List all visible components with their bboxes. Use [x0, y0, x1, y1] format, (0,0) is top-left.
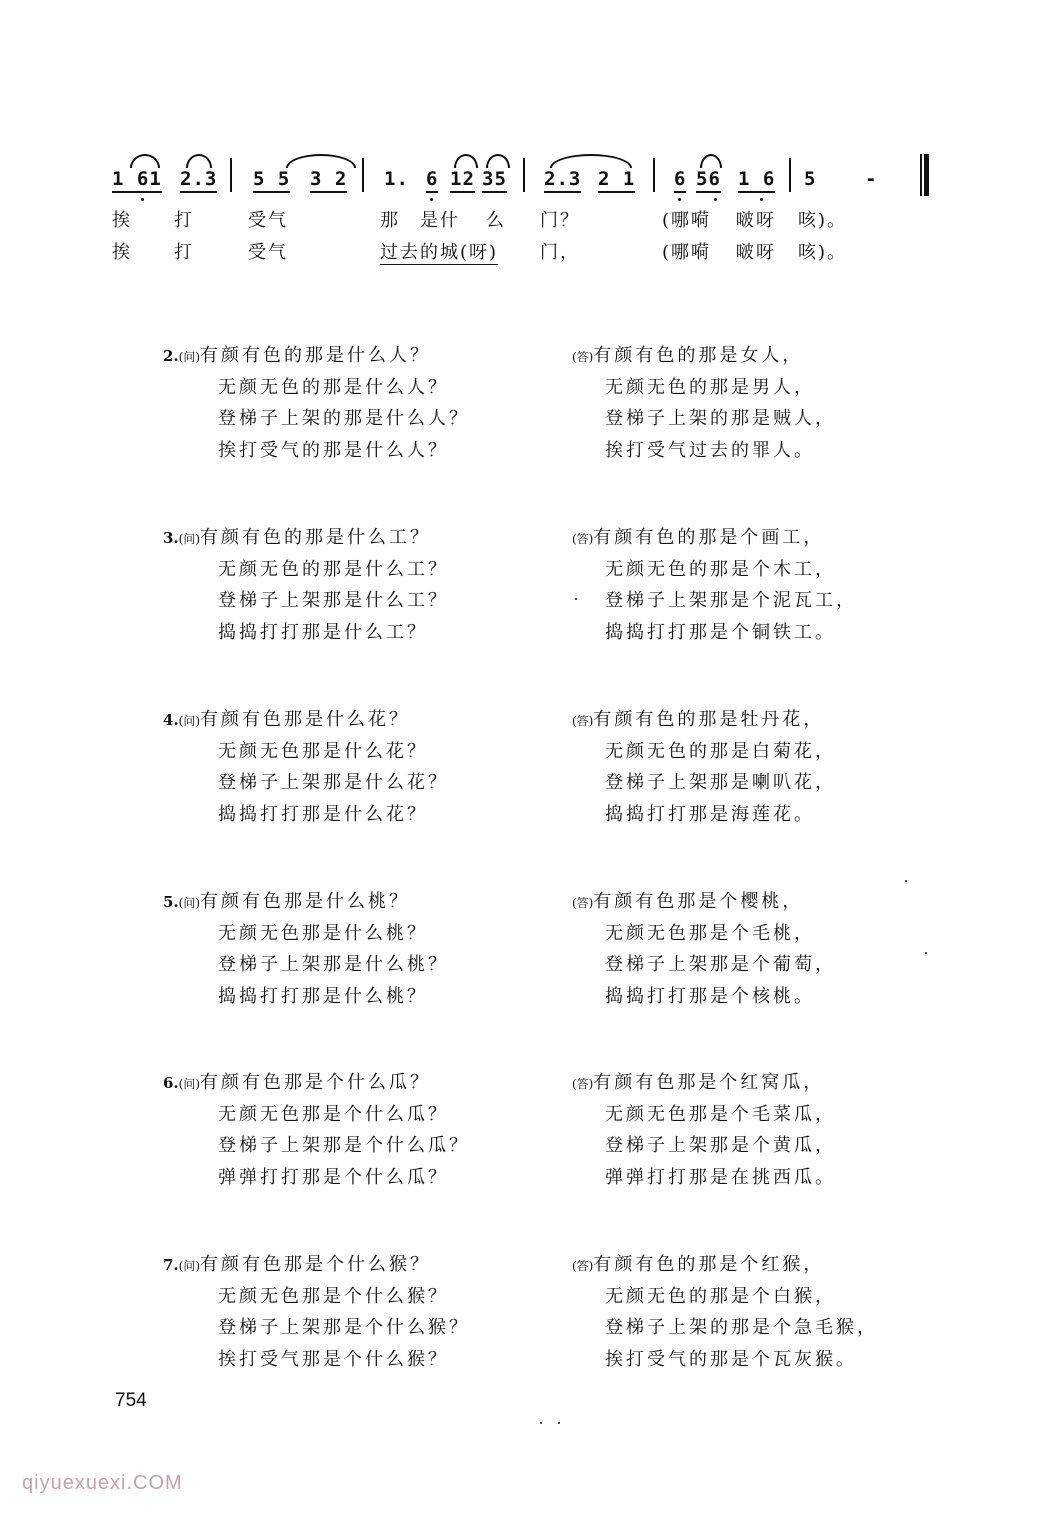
- note-group: 5: [804, 168, 817, 190]
- slur-mark: [550, 154, 632, 168]
- answer-line: [572, 918, 836, 950]
- verse-number: 5.: [163, 893, 179, 911]
- answer-line: [572, 1312, 878, 1344]
- verse-text: 登梯子上架的那是个急毛猴，: [605, 1317, 878, 1338]
- question-line: [163, 1281, 470, 1313]
- lyric: 是什: [420, 210, 460, 231]
- verse-text: 挨打受气的那是个瓦灰猴。: [605, 1348, 857, 1370]
- print-speck: [905, 880, 907, 882]
- question-line: [163, 1344, 470, 1376]
- verse-text: 无颜无色那是什么桃？: [218, 922, 428, 944]
- answer-line: [572, 767, 836, 799]
- verse-text: 弹弹打打那是个什么瓜？: [218, 1166, 449, 1188]
- question-line: [163, 799, 449, 831]
- verse-text: 捣捣打打那是个铜铁工。: [605, 621, 836, 643]
- verse-text: 登梯子上架那是个什么猴？: [218, 1317, 470, 1338]
- verse-text: 登梯子上架那是个泥瓦工，: [605, 590, 857, 611]
- answer-line: [572, 1130, 836, 1162]
- question-mark-label: (问): [178, 896, 201, 910]
- answer-line: [572, 949, 836, 981]
- verse-question-block: [163, 886, 449, 1012]
- verse-question-block: [163, 522, 449, 648]
- question-line: [163, 1249, 470, 1281]
- verse-text: 有颜有色那是个什么瓜？: [200, 1072, 432, 1093]
- question-line: [163, 1067, 470, 1099]
- answer-line: [572, 1344, 878, 1376]
- verse-number: 7.: [163, 1256, 179, 1274]
- question-line: [163, 918, 449, 950]
- verse-text: 捣捣打打那是海莲花。: [605, 803, 815, 825]
- verse-text: 登梯子上架那是什么工？: [218, 590, 449, 611]
- question-mark-label: (问): [178, 1259, 201, 1273]
- note-group: 2.3: [180, 168, 218, 190]
- low-octave-dot: [430, 198, 433, 201]
- answer-mark-label: (答): [572, 896, 594, 910]
- low-octave-dot: [678, 198, 681, 201]
- question-line: [163, 1312, 470, 1344]
- answer-line: [572, 585, 857, 617]
- verse-answer-block: [572, 886, 836, 1012]
- lyric: (哪嗬: [662, 210, 712, 231]
- bar-line: [653, 158, 655, 192]
- verse-text: 无颜无色那是什么花？: [218, 740, 428, 762]
- verse-text: 有颜有色的那是什么人？: [200, 345, 432, 366]
- slur-mark: [700, 154, 722, 168]
- verse-text: 无颜无色的那是什么人？: [218, 376, 449, 398]
- note-group: 3 2: [310, 168, 348, 190]
- page-number: 754: [115, 1390, 147, 1411]
- score-excerpt: [108, 150, 948, 265]
- question-line: [163, 372, 470, 404]
- verse-text: 挨打受气那是个什么猴？: [218, 1348, 449, 1370]
- question-line: [163, 886, 449, 918]
- question-mark-label: (问): [178, 350, 201, 364]
- question-mark-label: (问): [178, 1077, 201, 1091]
- answer-mark-label: (答): [572, 532, 594, 546]
- question-line: [163, 522, 449, 554]
- verse-text: 登梯子上架那是个葡萄，: [605, 954, 836, 975]
- verse-text: 登梯子上架那是喇叭花，: [605, 772, 836, 793]
- answer-line: [572, 799, 836, 831]
- print-speck: [575, 598, 577, 600]
- verse-text: 登梯子上架那是个什么瓜？: [218, 1135, 470, 1156]
- low-octave-dot: [141, 198, 144, 201]
- lyric: 门，: [540, 242, 580, 263]
- note-group: 5 5: [253, 168, 291, 190]
- verse-text: 有颜有色那是什么花？: [200, 709, 411, 730]
- bar-line: [523, 158, 525, 192]
- note-group: 6: [674, 168, 687, 190]
- lyric: 挨: [112, 242, 132, 263]
- slur-mark: [454, 154, 478, 168]
- print-speck: [540, 1422, 542, 1424]
- answer-line: [572, 704, 836, 736]
- verse-answer-block: [572, 1249, 878, 1375]
- verse-text: 登梯子上架那是什么桃？: [218, 954, 449, 975]
- final-bar-line: [920, 154, 929, 196]
- print-speck: [925, 952, 927, 954]
- lyric: 受气: [248, 210, 288, 231]
- answer-line: [572, 1162, 836, 1194]
- lyric: 门？: [540, 210, 580, 231]
- verse-text: 有颜有色那是个什么猴？: [200, 1254, 432, 1275]
- note-group: 1.: [384, 168, 409, 190]
- verse-text: 无颜无色的那是白菊花，: [605, 740, 836, 762]
- verse-text: 挨打受气过去的罪人。: [605, 439, 815, 461]
- verse-text: 登梯子上架的那是贼人，: [605, 408, 836, 429]
- verse-text: 有颜有色的那是牡丹花，: [593, 709, 825, 730]
- verse-answer-block: [572, 522, 857, 648]
- verse-text: 捣捣打打那是什么工？: [218, 621, 428, 643]
- question-line: [163, 554, 449, 586]
- watermark: qiyuexuexi.COM: [22, 1472, 183, 1494]
- verse-text: 捣捣打打那是什么花？: [218, 803, 428, 825]
- slur-mark: [286, 154, 356, 168]
- lyric: 打: [174, 242, 194, 263]
- verse-text: 捣捣打打那是什么桃？: [218, 985, 428, 1007]
- lyric: 啵呀: [736, 242, 776, 263]
- note-group: 6: [426, 168, 439, 190]
- verse-question-block: [163, 340, 470, 466]
- verse-text: 无颜无色那是个什么猴？: [218, 1285, 449, 1307]
- verse-text: 登梯子上架那是个黄瓜，: [605, 1135, 836, 1156]
- low-octave-dot: [760, 198, 763, 201]
- verse-text: 有颜有色那是个红窝瓜，: [593, 1072, 825, 1093]
- lyric: 过去的城(呀): [380, 238, 498, 265]
- answer-line: [572, 1249, 878, 1281]
- print-speck: [558, 1422, 560, 1424]
- verse-text: 登梯子上架那是什么花？: [218, 772, 449, 793]
- answer-line: [572, 981, 836, 1013]
- answer-line: [572, 1281, 878, 1313]
- question-line: [163, 767, 449, 799]
- answer-line: [572, 372, 836, 404]
- lyric: 挨: [112, 210, 132, 231]
- question-line: [163, 1162, 470, 1194]
- answer-mark-label: (答): [572, 1259, 594, 1273]
- lyric: 咳)。: [798, 242, 848, 263]
- lyric: 受气: [248, 242, 288, 263]
- verse-text: 无颜无色那是个什么瓜？: [218, 1103, 449, 1125]
- question-line: [163, 435, 470, 467]
- slur-mark: [186, 154, 212, 168]
- question-line: [163, 340, 470, 372]
- note-group: 12: [450, 168, 475, 190]
- verse-text: 无颜无色那是个毛桃，: [605, 922, 815, 944]
- verse-number: 2.: [163, 347, 179, 365]
- note-group: -: [865, 168, 878, 190]
- verse-text: 挨打受气的那是什么人？: [218, 439, 449, 461]
- verse-text: 有颜有色的那是个红猴，: [593, 1254, 825, 1275]
- verse-answer-block: [572, 704, 836, 830]
- answer-line: [572, 340, 836, 372]
- answer-line: [572, 1067, 836, 1099]
- verse-text: 有颜有色那是什么桃？: [200, 891, 411, 912]
- verse-question-block: [163, 704, 449, 830]
- question-line: [163, 949, 449, 981]
- question-line: [163, 981, 449, 1013]
- note-group: 1 6: [738, 168, 776, 190]
- verse-text: 有颜有色的那是女人，: [593, 345, 804, 366]
- verse-text: 无颜无色的那是个白猴，: [605, 1285, 836, 1307]
- question-line: [163, 585, 449, 617]
- verse-answer-block: [572, 340, 836, 466]
- verse-text: 有颜有色的那是什么工？: [200, 527, 432, 548]
- answer-line: [572, 403, 836, 435]
- question-line: [163, 1130, 470, 1162]
- answer-line: [572, 736, 836, 768]
- note-group: 2.3: [544, 168, 582, 190]
- note-group: 1 61: [112, 168, 162, 190]
- answer-line: [572, 1099, 836, 1131]
- slur-mark: [130, 154, 160, 168]
- verse-text: 有颜有色那是个樱桃，: [593, 891, 804, 912]
- question-line: [163, 403, 470, 435]
- verse-text: 无颜无色的那是个木工，: [605, 558, 836, 580]
- verse-text: 捣捣打打那是个核桃。: [605, 985, 815, 1007]
- answer-line: [572, 522, 857, 554]
- answer-mark-label: (答): [572, 350, 594, 364]
- lyric: 打: [174, 210, 194, 231]
- answer-line: [572, 617, 857, 649]
- verse-text: 无颜无色的那是什么工？: [218, 558, 449, 580]
- question-mark-label: (问): [178, 532, 201, 546]
- note-group: 56: [696, 168, 721, 190]
- lyric: 咳)。: [798, 210, 848, 231]
- question-line: [163, 736, 449, 768]
- verse-number: 4.: [163, 711, 179, 729]
- answer-mark-label: (答): [572, 714, 594, 728]
- answer-mark-label: (答): [572, 1077, 594, 1091]
- verse-answer-block: [572, 1067, 836, 1193]
- note-group: 2 1: [598, 168, 636, 190]
- question-line: [163, 617, 449, 649]
- question-mark-label: (问): [178, 714, 201, 728]
- verse-question-block: [163, 1249, 470, 1375]
- question-line: [163, 1099, 470, 1131]
- verse-text: 弹弹打打那是在挑西瓜。: [605, 1166, 836, 1188]
- verse-text: 无颜无色那是个毛菜瓜，: [605, 1103, 836, 1125]
- answer-line: [572, 554, 857, 586]
- slur-mark: [486, 154, 510, 168]
- bar-line: [362, 158, 364, 192]
- lyric: (哪嗬: [662, 242, 712, 263]
- bar-line: [230, 158, 232, 192]
- verse-text: 无颜无色的那是男人，: [605, 376, 815, 398]
- lyric: 么: [486, 210, 506, 231]
- answer-line: [572, 435, 836, 467]
- verse-number: 3.: [163, 529, 179, 547]
- verse-question-block: [163, 1067, 470, 1193]
- lyric: 那: [380, 210, 400, 231]
- note-group: 35: [482, 168, 507, 190]
- verse-text: 有颜有色的那是个画工，: [593, 527, 825, 548]
- verse-text: 登梯子上架的那是什么人？: [218, 408, 470, 429]
- lyric: 啵呀: [736, 210, 776, 231]
- low-octave-dot: [714, 198, 717, 201]
- bar-line: [789, 158, 791, 192]
- answer-line: [572, 886, 836, 918]
- verse-number: 6.: [163, 1074, 179, 1092]
- question-line: [163, 704, 449, 736]
